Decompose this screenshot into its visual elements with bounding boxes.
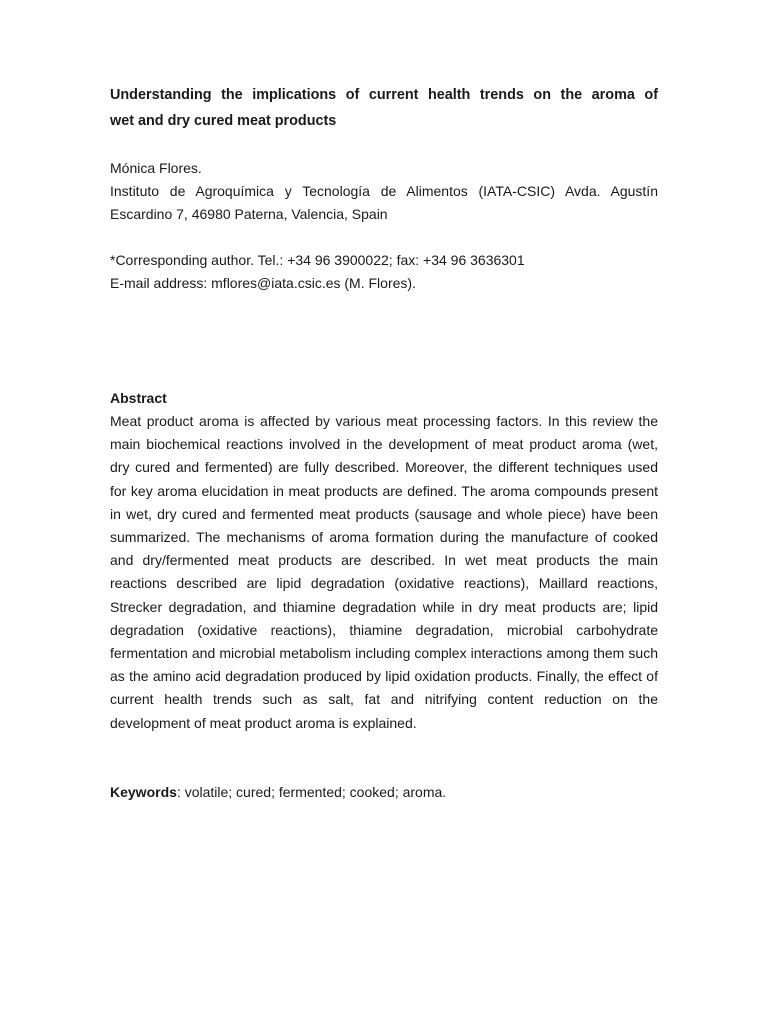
corresponding-author-block bbox=[110, 249, 658, 295]
author-name: Mónica Flores. bbox=[110, 160, 202, 176]
author-affiliation: Instituto de Agroquímica y Tecnología de Alimentos (IATA-CSIC) Avda. Agustín Escardino 7, 46980 Paterna, Valencia, Spain bbox=[110, 183, 658, 222]
corresponding-author-email: E-mail address: mflores@iata.csic.es (M. Flores). bbox=[110, 275, 416, 291]
keywords-line bbox=[110, 781, 658, 804]
paper-title-line-2: wet and dry cured meat products bbox=[110, 113, 337, 129]
paper-title-line-1: Understanding the implications of current health trends on the aroma of bbox=[110, 87, 658, 103]
keywords-label: Keywords bbox=[110, 783, 177, 800]
paper-page bbox=[110, 82, 658, 804]
paper-title bbox=[110, 82, 658, 134]
abstract-heading: Abstract bbox=[110, 390, 167, 406]
corresponding-author-contact: *Corresponding author. Tel.: +34 96 3900022; fax: +34 96 3636301 bbox=[110, 252, 525, 268]
abstract-text: Meat product aroma is affected by various meat processing factors. In this review the main biochemical reactions involved in the development of meat product aroma (wet, dry cured and fermented) are fully described. Moreover, the different techniques used for key aroma elucidation in meat products are defined. The aroma compounds present in wet, dry cured and fermented meat products (sausage and whole piece) have been summarized. The mechanisms of aroma formation during the manufacture of cooked and dry/fermented meat products are described. In wet meat products the main reactions described are lipid degradation (oxidative reactions), Maillard reactions, Strecker degradation, and thiamine degradation while in dry meat products are; lipid degradation (oxidative reactions), thiamine degradation, microbial carbohydrate fermentation and microbial metabolism including complex interactions among them such as the amino acid degradation produced by lipid oxidation products. Finally, the effect of current health trends such as salt, fat and nitrifying content reduction on the development of meat product aroma is explained. bbox=[110, 413, 658, 731]
abstract-section bbox=[110, 387, 658, 735]
keywords-list: : volatile; cured; fermented; cooked; aroma. bbox=[176, 783, 447, 800]
